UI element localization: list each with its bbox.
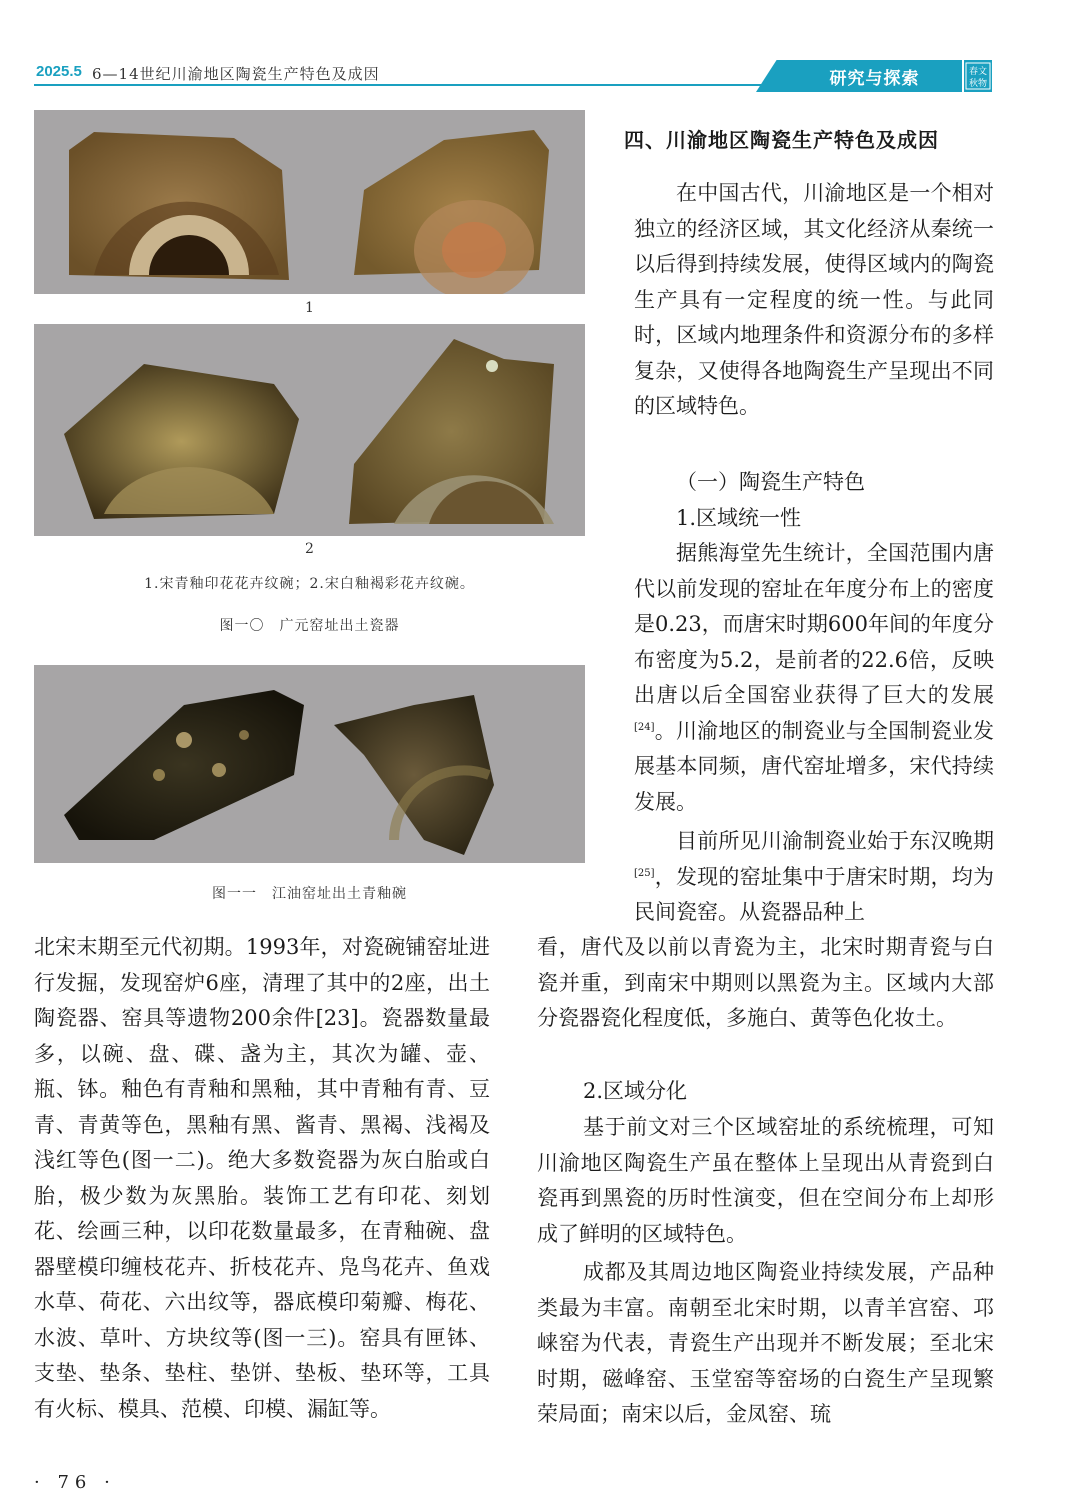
photo-fig10-2 [34, 324, 585, 536]
bowl-shards-illustration [34, 110, 585, 294]
origin-paragraph-cont: 看，唐代及以前以青瓷为主，北宋时期青瓷与白瓷并重，到南宋中期则以黑瓷为主。区域内大部分瓷器瓷化程度低，多施白、黄等色化妆土。 [537, 935, 994, 1030]
fig11-title: 图一一 江油窑址出土青釉碗 [212, 886, 407, 902]
left-column-paragraph: 北宋末期至元代初期。1993年，对瓷碗铺窑址进行发掘，发现窑炉6座，清理了其中的2座，出土陶瓷器、窑具等遗物200余件[23]。瓷器数量最多，以碗、盘、碟、盏为主，其次为罐、壶、瓶、钵。釉色有青釉和黑釉，其中青釉有青、豆青、青黄等色，黑釉有黑、酱青、黑褐、浅褐及浅红等色(图一二)。绝大多数瓷器为灰白胎或白胎，极少数为灰黑胎。装饰工艺有印花、刻划花、绘画三种，以印花数量最多，在青釉碗、盘器壁模印缠枝花卉、折枝花卉、凫鸟花卉、鱼戏水草、荷花、六出纹等，器底模印菊瓣、梅花、水波、草叶、方块纹等(图一三)。窑具有匣钵、支垫、垫条、垫柱、垫饼、垫板、垫环等，工具有火标、模具、范模、印模、漏缸等。 [34, 935, 490, 1421]
photo-fig11 [34, 665, 585, 863]
fig10-legend: 1.宋青釉印花花卉纹碗；2.宋白釉褐彩花卉纹碗。 [144, 576, 475, 592]
svg-text:春文: 春文 [968, 67, 988, 77]
fig10-sub1-label: 1 [305, 300, 314, 316]
header-rule [34, 84, 794, 86]
section-label: 研究与探索 [829, 69, 920, 89]
celadon-bowl-shards [34, 665, 585, 863]
ref-24: [24] [634, 721, 655, 733]
origin-text-b-part1: ，发现的窑址集中于唐宋时期，均为民间瓷窑。从瓷器品种上 [634, 864, 994, 924]
differentiation-paragraph: 基于前文对三个区域窑址的系统梳理，可知川渝地区陶瓷生产虽在整体上呈现出从青瓷到白瓷再到黑瓷的历时性演变，但在空间分布上却形成了鲜明的区域特色。 [537, 1115, 994, 1246]
statistics-text-b: 。川渝地区的制瓷业与全国制瓷业发展基本同频，唐代窑址增多，宋代持续发展。 [634, 718, 994, 814]
chengdu-paragraph: 成都及其周边地区陶瓷业持续发展，产品种类最为丰富。南朝至北宋时期，以青羊宫窑、邛崃窑为代表，青瓷生产出现并不断发展；至北宋时期，磁峰窑、玉堂窑等窑场的白瓷生产呈现繁荣局面；南宋以后，金凤窑、琉 [537, 1260, 994, 1426]
svg-text:秋物: 秋物 [968, 79, 988, 89]
journal-logo-glyph [964, 60, 992, 92]
fig10-title: 图一〇 广元窑址出土瓷器 [219, 618, 400, 634]
statistics-text-a: 据熊海堂先生统计，全国范围内唐代以前发现的窑址在年度分布上的密度是0.23，而唐宋时期600年间的年度分布密度为5.2，是前者的22.6倍，反映出唐以后全国窑业获得了巨大的发展 [634, 541, 994, 707]
subheading-production-features: （一）陶瓷生产特色 [676, 470, 865, 494]
section-heading: 四、川渝地区陶瓷生产特色及成因 [624, 128, 939, 152]
fig10-sub2-label: 2 [305, 541, 314, 557]
subheading-regional-differentiation: 2.区域分化 [583, 1079, 688, 1103]
running-title: 6—14世纪川渝地区陶瓷生产特色及成因 [92, 65, 380, 83]
statistics-paragraph [634, 536, 994, 820]
ref-25: [25] [634, 867, 655, 879]
journal-logo [964, 60, 992, 92]
subheading-regional-unity: 1.区域统一性 [676, 506, 802, 530]
photo-fig10-1 [34, 110, 585, 294]
origin-paragraph-start [634, 824, 994, 931]
page-number: · 76 · [34, 1472, 116, 1493]
bowl-shards-illustration-2 [34, 324, 585, 536]
origin-text-a: 目前所见川渝制瓷业始于东汉晚期 [676, 829, 994, 853]
issue-number: 2025.5 [36, 63, 82, 80]
intro-paragraph: 在中国古代，川渝地区是一个相对独立的经济区域，其文化经济从秦统一以后得到持续发展，使得区域内的陶瓷生产具有一定程度的统一性。与此同时，区域内地理条件和资源分布的多样复杂，又使得各地陶瓷生产呈现出不同的区域特色。 [634, 181, 994, 418]
